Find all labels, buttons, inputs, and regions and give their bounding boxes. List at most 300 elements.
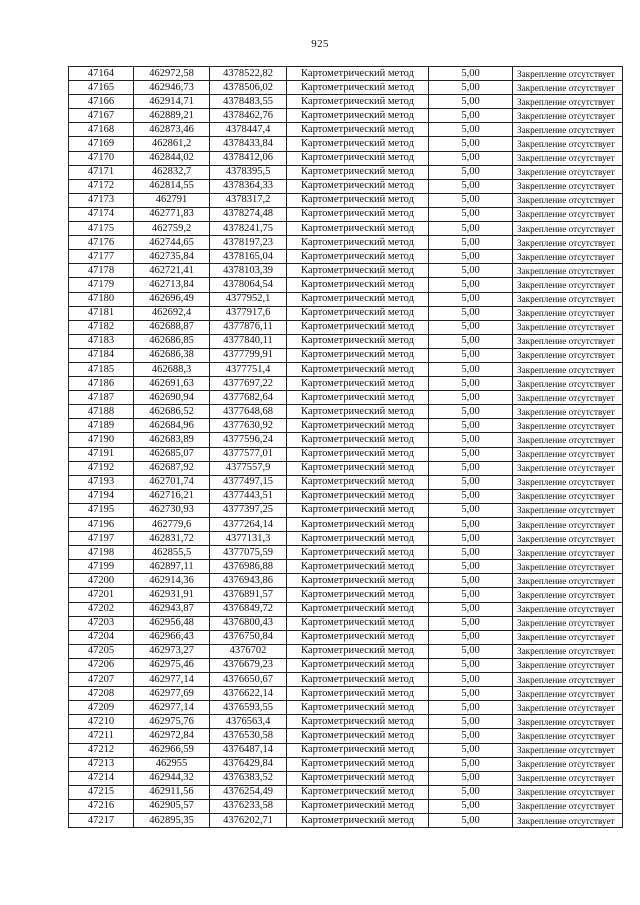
point-number-cell: 47171	[69, 165, 134, 179]
y-coordinate-cell: 4377557,9	[210, 461, 287, 475]
method-cell: Картометрический метод	[287, 151, 429, 165]
x-coordinate-cell: 462966,59	[134, 743, 210, 757]
fixation-cell: Закрепление отсутствует	[513, 377, 623, 391]
y-coordinate-cell: 4376943,86	[210, 574, 287, 588]
fixation-cell: Закрепление отсутствует	[513, 151, 623, 165]
method-cell: Картометрический метод	[287, 334, 429, 348]
fixation-cell: Закрепление отсутствует	[513, 292, 623, 306]
y-coordinate-cell: 4377682,64	[210, 391, 287, 405]
method-cell: Картометрический метод	[287, 813, 429, 827]
y-coordinate-cell: 4378274,48	[210, 207, 287, 221]
accuracy-cell: 5,00	[429, 658, 513, 672]
y-coordinate-cell: 4378462,76	[210, 109, 287, 123]
fixation-cell: Закрепление отсутствует	[513, 546, 623, 560]
fixation-cell: Закрепление отсутствует	[513, 630, 623, 644]
accuracy-cell: 5,00	[429, 757, 513, 771]
fixation-cell: Закрепление отсутствует	[513, 447, 623, 461]
point-number-cell: 47182	[69, 320, 134, 334]
fixation-cell: Закрепление отсутствует	[513, 461, 623, 475]
y-coordinate-cell: 4378064,54	[210, 278, 287, 292]
x-coordinate-cell: 462744,65	[134, 236, 210, 250]
table-row	[69, 813, 623, 827]
table-row	[69, 67, 623, 81]
table-row	[69, 348, 623, 362]
point-number-cell: 47177	[69, 250, 134, 264]
x-coordinate-cell: 462713,84	[134, 278, 210, 292]
table-row	[69, 250, 623, 264]
x-coordinate-cell: 462931,91	[134, 588, 210, 602]
method-cell: Картометрический метод	[287, 236, 429, 250]
y-coordinate-cell: 4377264,14	[210, 518, 287, 532]
accuracy-cell: 5,00	[429, 574, 513, 588]
y-coordinate-cell: 4376986,88	[210, 560, 287, 574]
table-row	[69, 715, 623, 729]
table-row	[69, 151, 623, 165]
y-coordinate-cell: 4377648,68	[210, 405, 287, 419]
table-row	[69, 687, 623, 701]
accuracy-cell: 5,00	[429, 193, 513, 207]
accuracy-cell: 5,00	[429, 151, 513, 165]
point-number-cell: 47189	[69, 419, 134, 433]
x-coordinate-cell: 462977,14	[134, 701, 210, 715]
y-coordinate-cell: 4378103,39	[210, 264, 287, 278]
fixation-cell: Закрепление отсутствует	[513, 179, 623, 193]
fixation-cell: Закрепление отсутствует	[513, 236, 623, 250]
method-cell: Картометрический метод	[287, 673, 429, 687]
table-row	[69, 123, 623, 137]
x-coordinate-cell: 462944,32	[134, 771, 210, 785]
accuracy-cell: 5,00	[429, 109, 513, 123]
y-coordinate-cell: 4376650,67	[210, 673, 287, 687]
method-cell: Картометрический метод	[287, 264, 429, 278]
method-cell: Картометрический метод	[287, 278, 429, 292]
fixation-cell: Закрепление отсутствует	[513, 475, 623, 489]
accuracy-cell: 5,00	[429, 673, 513, 687]
point-number-cell: 47194	[69, 489, 134, 503]
table-row	[69, 518, 623, 532]
accuracy-cell: 5,00	[429, 602, 513, 616]
table-row	[69, 785, 623, 799]
x-coordinate-cell: 462943,87	[134, 602, 210, 616]
y-coordinate-cell: 4376849,72	[210, 602, 287, 616]
method-cell: Картометрический метод	[287, 292, 429, 306]
x-coordinate-cell: 462685,07	[134, 447, 210, 461]
table-row	[69, 81, 623, 95]
accuracy-cell: 5,00	[429, 447, 513, 461]
method-cell: Картометрический метод	[287, 447, 429, 461]
table-row	[69, 447, 623, 461]
fixation-cell: Закрепление отсутствует	[513, 222, 623, 236]
method-cell: Картометрический метод	[287, 179, 429, 193]
method-cell: Картометрический метод	[287, 574, 429, 588]
x-coordinate-cell: 462977,69	[134, 687, 210, 701]
table-row	[69, 109, 623, 123]
point-number-cell: 47179	[69, 278, 134, 292]
accuracy-cell: 5,00	[429, 137, 513, 151]
y-coordinate-cell: 4376679,23	[210, 658, 287, 672]
method-cell: Картометрический метод	[287, 503, 429, 517]
method-cell: Картометрический метод	[287, 489, 429, 503]
accuracy-cell: 5,00	[429, 348, 513, 362]
table-row	[69, 292, 623, 306]
fixation-cell: Закрепление отсутствует	[513, 813, 623, 827]
point-number-cell: 47212	[69, 743, 134, 757]
table-row	[69, 362, 623, 376]
y-coordinate-cell: 4377596,24	[210, 433, 287, 447]
x-coordinate-cell: 462844,02	[134, 151, 210, 165]
x-coordinate-cell: 462972,58	[134, 67, 210, 81]
fixation-cell: Закрепление отсутствует	[513, 574, 623, 588]
accuracy-cell: 5,00	[429, 320, 513, 334]
fixation-cell: Закрепление отсутствует	[513, 250, 623, 264]
fixation-cell: Закрепление отсутствует	[513, 193, 623, 207]
accuracy-cell: 5,00	[429, 560, 513, 574]
point-number-cell: 47185	[69, 362, 134, 376]
x-coordinate-cell: 462683,89	[134, 433, 210, 447]
method-cell: Картометрический метод	[287, 532, 429, 546]
method-cell: Картометрический метод	[287, 81, 429, 95]
y-coordinate-cell: 4377751,4	[210, 362, 287, 376]
accuracy-cell: 5,00	[429, 799, 513, 813]
table-row	[69, 405, 623, 419]
fixation-cell: Закрепление отсутствует	[513, 165, 623, 179]
x-coordinate-cell: 462688,3	[134, 362, 210, 376]
y-coordinate-cell: 4377840,11	[210, 334, 287, 348]
point-number-cell: 47165	[69, 81, 134, 95]
table-row	[69, 729, 623, 743]
accuracy-cell: 5,00	[429, 264, 513, 278]
y-coordinate-cell: 4376800,43	[210, 616, 287, 630]
x-coordinate-cell: 462911,56	[134, 785, 210, 799]
accuracy-cell: 5,00	[429, 630, 513, 644]
x-coordinate-cell: 462688,87	[134, 320, 210, 334]
table-row	[69, 377, 623, 391]
accuracy-cell: 5,00	[429, 95, 513, 109]
method-cell: Картометрический метод	[287, 687, 429, 701]
y-coordinate-cell: 4376891,57	[210, 588, 287, 602]
y-coordinate-cell: 4378506,02	[210, 81, 287, 95]
point-number-cell: 47202	[69, 602, 134, 616]
accuracy-cell: 5,00	[429, 644, 513, 658]
fixation-cell: Закрепление отсутствует	[513, 715, 623, 729]
point-number-cell: 47214	[69, 771, 134, 785]
x-coordinate-cell: 462975,46	[134, 658, 210, 672]
point-number-cell: 47169	[69, 137, 134, 151]
fixation-cell: Закрепление отсутствует	[513, 207, 623, 221]
x-coordinate-cell: 462977,14	[134, 673, 210, 687]
table-row	[69, 489, 623, 503]
x-coordinate-cell: 462975,76	[134, 715, 210, 729]
point-number-cell: 47215	[69, 785, 134, 799]
table-row	[69, 771, 623, 785]
method-cell: Картометрический метод	[287, 701, 429, 715]
accuracy-cell: 5,00	[429, 701, 513, 715]
fixation-cell: Закрепление отсутствует	[513, 81, 623, 95]
coordinates-table-body	[69, 67, 623, 828]
page-number: 925	[311, 38, 329, 50]
x-coordinate-cell: 462861,2	[134, 137, 210, 151]
point-number-cell: 47178	[69, 264, 134, 278]
point-number-cell: 47176	[69, 236, 134, 250]
fixation-cell: Закрепление отсутствует	[513, 264, 623, 278]
fixation-cell: Закрепление отсутствует	[513, 518, 623, 532]
fixation-cell: Закрепление отсутствует	[513, 687, 623, 701]
accuracy-cell: 5,00	[429, 377, 513, 391]
method-cell: Картометрический метод	[287, 658, 429, 672]
x-coordinate-cell: 462686,52	[134, 405, 210, 419]
x-coordinate-cell: 462721,41	[134, 264, 210, 278]
accuracy-cell: 5,00	[429, 461, 513, 475]
method-cell: Картометрический метод	[287, 602, 429, 616]
accuracy-cell: 5,00	[429, 334, 513, 348]
fixation-cell: Закрепление отсутствует	[513, 405, 623, 419]
method-cell: Картометрический метод	[287, 644, 429, 658]
y-coordinate-cell: 4376233,58	[210, 799, 287, 813]
table-row	[69, 743, 623, 757]
x-coordinate-cell: 462889,21	[134, 109, 210, 123]
accuracy-cell: 5,00	[429, 616, 513, 630]
y-coordinate-cell: 4377443,51	[210, 489, 287, 503]
accuracy-cell: 5,00	[429, 729, 513, 743]
fixation-cell: Закрепление отсутствует	[513, 123, 623, 137]
y-coordinate-cell: 4377917,6	[210, 306, 287, 320]
accuracy-cell: 5,00	[429, 785, 513, 799]
table-row	[69, 532, 623, 546]
table-row	[69, 137, 623, 151]
x-coordinate-cell: 462759,2	[134, 222, 210, 236]
x-coordinate-cell: 462696,49	[134, 292, 210, 306]
method-cell: Картометрический метод	[287, 250, 429, 264]
table-row	[69, 644, 623, 658]
point-number-cell: 47184	[69, 348, 134, 362]
method-cell: Картометрический метод	[287, 137, 429, 151]
fixation-cell: Закрепление отсутствует	[513, 278, 623, 292]
accuracy-cell: 5,00	[429, 419, 513, 433]
x-coordinate-cell: 462972,84	[134, 729, 210, 743]
fixation-cell: Закрепление отсутствует	[513, 137, 623, 151]
x-coordinate-cell: 462905,57	[134, 799, 210, 813]
y-coordinate-cell: 4376622,14	[210, 687, 287, 701]
table-row	[69, 546, 623, 560]
y-coordinate-cell: 4377075,59	[210, 546, 287, 560]
fixation-cell: Закрепление отсутствует	[513, 616, 623, 630]
method-cell: Картометрический метод	[287, 67, 429, 81]
table-row	[69, 475, 623, 489]
accuracy-cell: 5,00	[429, 503, 513, 517]
table-row	[69, 165, 623, 179]
method-cell: Картометрический метод	[287, 377, 429, 391]
x-coordinate-cell: 462946,73	[134, 81, 210, 95]
table-row	[69, 658, 623, 672]
y-coordinate-cell: 4377952,1	[210, 292, 287, 306]
method-cell: Картометрический метод	[287, 729, 429, 743]
point-number-cell: 47168	[69, 123, 134, 137]
point-number-cell: 47180	[69, 292, 134, 306]
method-cell: Картометрический метод	[287, 560, 429, 574]
method-cell: Картометрический метод	[287, 95, 429, 109]
table-row	[69, 574, 623, 588]
y-coordinate-cell: 4378412,06	[210, 151, 287, 165]
table-row	[69, 461, 623, 475]
x-coordinate-cell: 462692,4	[134, 306, 210, 320]
method-cell: Картометрический метод	[287, 362, 429, 376]
accuracy-cell: 5,00	[429, 81, 513, 95]
fixation-cell: Закрепление отсутствует	[513, 348, 623, 362]
x-coordinate-cell: 462955	[134, 757, 210, 771]
y-coordinate-cell: 4378197,23	[210, 236, 287, 250]
point-number-cell: 47186	[69, 377, 134, 391]
y-coordinate-cell: 4378165,04	[210, 250, 287, 264]
method-cell: Картометрический метод	[287, 757, 429, 771]
y-coordinate-cell: 4376429,84	[210, 757, 287, 771]
accuracy-cell: 5,00	[429, 207, 513, 221]
point-number-cell: 47174	[69, 207, 134, 221]
x-coordinate-cell: 462684,96	[134, 419, 210, 433]
method-cell: Картометрический метод	[287, 771, 429, 785]
accuracy-cell: 5,00	[429, 306, 513, 320]
x-coordinate-cell: 462686,85	[134, 334, 210, 348]
accuracy-cell: 5,00	[429, 278, 513, 292]
x-coordinate-cell: 462687,92	[134, 461, 210, 475]
y-coordinate-cell: 4378364,33	[210, 179, 287, 193]
point-number-cell: 47166	[69, 95, 134, 109]
point-number-cell: 47181	[69, 306, 134, 320]
x-coordinate-cell: 462791	[134, 193, 210, 207]
table-row	[69, 799, 623, 813]
y-coordinate-cell: 4378433,84	[210, 137, 287, 151]
x-coordinate-cell: 462701,74	[134, 475, 210, 489]
point-number-cell: 47195	[69, 503, 134, 517]
fixation-cell: Закрепление отсутствует	[513, 320, 623, 334]
fixation-cell: Закрепление отсутствует	[513, 419, 623, 433]
point-number-cell: 47167	[69, 109, 134, 123]
y-coordinate-cell: 4377630,92	[210, 419, 287, 433]
method-cell: Картометрический метод	[287, 799, 429, 813]
x-coordinate-cell: 462686,38	[134, 348, 210, 362]
table-row	[69, 278, 623, 292]
point-number-cell: 47204	[69, 630, 134, 644]
point-number-cell: 47175	[69, 222, 134, 236]
fixation-cell: Закрепление отсутствует	[513, 785, 623, 799]
y-coordinate-cell: 4377577,01	[210, 447, 287, 461]
x-coordinate-cell: 462771,83	[134, 207, 210, 221]
fixation-cell: Закрепление отсутствует	[513, 391, 623, 405]
table-row	[69, 236, 623, 250]
fixation-cell: Закрепление отсутствует	[513, 673, 623, 687]
table-row	[69, 503, 623, 517]
method-cell: Картометрический метод	[287, 433, 429, 447]
point-number-cell: 47213	[69, 757, 134, 771]
fixation-cell: Закрепление отсутствует	[513, 658, 623, 672]
y-coordinate-cell: 4376593,55	[210, 701, 287, 715]
accuracy-cell: 5,00	[429, 165, 513, 179]
accuracy-cell: 5,00	[429, 715, 513, 729]
point-number-cell: 47203	[69, 616, 134, 630]
y-coordinate-cell: 4376202,71	[210, 813, 287, 827]
y-coordinate-cell: 4376750,84	[210, 630, 287, 644]
table-row	[69, 306, 623, 320]
method-cell: Картометрический метод	[287, 222, 429, 236]
y-coordinate-cell: 4376530,58	[210, 729, 287, 743]
y-coordinate-cell: 4377697,22	[210, 377, 287, 391]
accuracy-cell: 5,00	[429, 771, 513, 785]
table-row	[69, 560, 623, 574]
fixation-cell: Закрепление отсутствует	[513, 602, 623, 616]
x-coordinate-cell: 462914,71	[134, 95, 210, 109]
table-row	[69, 320, 623, 334]
x-coordinate-cell: 462779,6	[134, 518, 210, 532]
accuracy-cell: 5,00	[429, 743, 513, 757]
accuracy-cell: 5,00	[429, 292, 513, 306]
x-coordinate-cell: 462832,7	[134, 165, 210, 179]
fixation-cell: Закрепление отсутствует	[513, 560, 623, 574]
y-coordinate-cell: 4376383,52	[210, 771, 287, 785]
method-cell: Картометрический метод	[287, 405, 429, 419]
x-coordinate-cell: 462897,11	[134, 560, 210, 574]
point-number-cell: 47172	[69, 179, 134, 193]
x-coordinate-cell: 462690,94	[134, 391, 210, 405]
method-cell: Картометрический метод	[287, 588, 429, 602]
table-row	[69, 334, 623, 348]
point-number-cell: 47197	[69, 532, 134, 546]
method-cell: Картометрический метод	[287, 743, 429, 757]
x-coordinate-cell: 462814,55	[134, 179, 210, 193]
table-row	[69, 630, 623, 644]
point-number-cell: 47208	[69, 687, 134, 701]
y-coordinate-cell: 4376487,14	[210, 743, 287, 757]
x-coordinate-cell: 462966,43	[134, 630, 210, 644]
accuracy-cell: 5,00	[429, 687, 513, 701]
table-row	[69, 673, 623, 687]
y-coordinate-cell: 4377799,91	[210, 348, 287, 362]
fixation-cell: Закрепление отсутствует	[513, 532, 623, 546]
point-number-cell: 47199	[69, 560, 134, 574]
method-cell: Картометрический метод	[287, 785, 429, 799]
method-cell: Картометрический метод	[287, 348, 429, 362]
method-cell: Картометрический метод	[287, 518, 429, 532]
accuracy-cell: 5,00	[429, 67, 513, 81]
method-cell: Картометрический метод	[287, 320, 429, 334]
x-coordinate-cell: 462873,46	[134, 123, 210, 137]
fixation-cell: Закрепление отсутствует	[513, 799, 623, 813]
table-row	[69, 602, 623, 616]
method-cell: Картометрический метод	[287, 165, 429, 179]
y-coordinate-cell: 4378447,4	[210, 123, 287, 137]
x-coordinate-cell: 462956,48	[134, 616, 210, 630]
method-cell: Картометрический метод	[287, 461, 429, 475]
accuracy-cell: 5,00	[429, 236, 513, 250]
point-number-cell: 47170	[69, 151, 134, 165]
fixation-cell: Закрепление отсутствует	[513, 109, 623, 123]
method-cell: Картометрический метод	[287, 123, 429, 137]
accuracy-cell: 5,00	[429, 222, 513, 236]
y-coordinate-cell: 4378395,5	[210, 165, 287, 179]
accuracy-cell: 5,00	[429, 405, 513, 419]
table-row	[69, 95, 623, 109]
fixation-cell: Закрепление отсутствует	[513, 334, 623, 348]
method-cell: Картометрический метод	[287, 546, 429, 560]
y-coordinate-cell: 4377397,25	[210, 503, 287, 517]
y-coordinate-cell: 4376702	[210, 644, 287, 658]
point-number-cell: 47183	[69, 334, 134, 348]
point-number-cell: 47200	[69, 574, 134, 588]
point-number-cell: 47211	[69, 729, 134, 743]
point-number-cell: 47201	[69, 588, 134, 602]
table-row	[69, 207, 623, 221]
point-number-cell: 47205	[69, 644, 134, 658]
method-cell: Картометрический метод	[287, 193, 429, 207]
table-row	[69, 222, 623, 236]
